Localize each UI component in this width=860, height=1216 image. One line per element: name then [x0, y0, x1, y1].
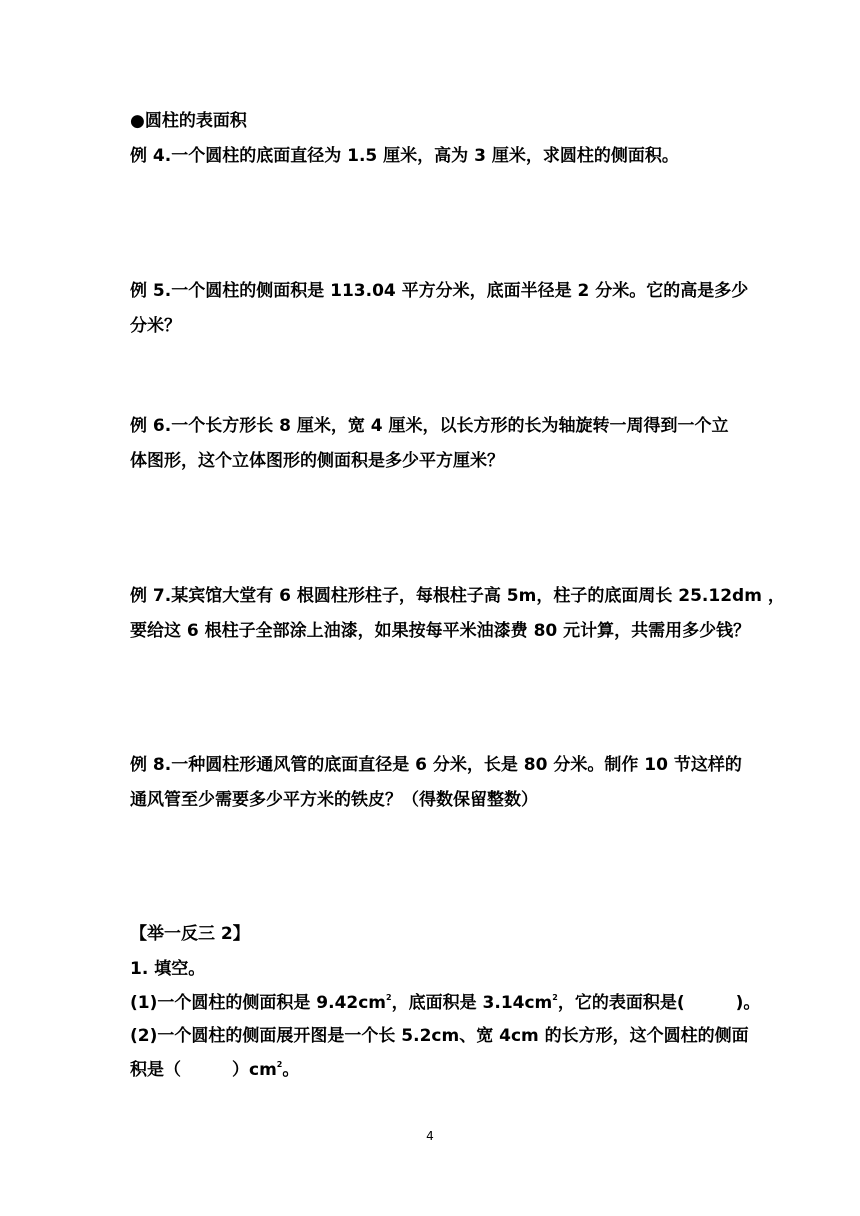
- question-1-2-part-b: 。: [282, 1060, 300, 1080]
- practice-heading: 【举一反三 2】: [130, 924, 250, 944]
- page-number: 4: [426, 1129, 434, 1143]
- example-6-line-2: 体图形，这个立体图形的侧面积是多少平方厘米？: [130, 451, 504, 471]
- question-1-1-part-a: (1)一个圆柱的侧面积是 9.42cm: [130, 993, 387, 1013]
- superscript: 2: [552, 993, 558, 1002]
- example-6-line-1: 例 6.一个长方形长 8 厘米，宽 4 厘米，以长方形的长为轴旋转一周得到一个立: [130, 416, 729, 436]
- example-7-line-1: 例 7.某宾馆大堂有 6 根圆柱形柱子，每根柱子高 5m，柱子的底面周长 25.12dm ，: [130, 586, 785, 606]
- example-5-line-1: 例 5.一个圆柱的侧面积是 113.04 平方分米，底面半径是 2 分米。它的高是多少: [130, 281, 749, 301]
- superscript: 2: [276, 1060, 283, 1069]
- question-1-1-part-b: ，底面积是 3.14cm: [391, 993, 553, 1013]
- superscript: 2: [386, 993, 392, 1002]
- example-8-line-2: 通风管至少需要多少平方米的铁皮？（得数保留整数）: [130, 790, 538, 810]
- question-1-2-line-2: [130, 1059, 299, 1081]
- section-title: ●圆柱的表面积: [130, 111, 247, 131]
- example-8-line-1: 例 8.一种圆柱形通风管的底面直径是 6 分米，长是 80 分米。制作 10 节这样的: [130, 755, 742, 775]
- example-4: 例 4.一个圆柱的底面直径为 1.5 厘米，高为 3 厘米，求圆柱的侧面积。: [130, 146, 679, 166]
- example-7-line-2: 要给这 6 根柱子全部涂上油漆，如果按每平米油漆费 80 元计算，共需用多少钱？: [130, 621, 751, 641]
- question-1-title: 1. 填空。: [130, 959, 206, 979]
- question-1-2-line-1: (2)一个圆柱的侧面展开图是一个长 5.2cm、宽 4cm 的长方形，这个圆柱的侧面: [130, 1026, 749, 1046]
- question-1-1: [130, 992, 760, 1014]
- example-5-line-2: 分米？: [130, 316, 181, 336]
- question-1-2-part-a: 积是（ ）cm: [130, 1060, 277, 1080]
- question-1-1-part-c: ，它的表面积是( )。: [557, 993, 761, 1013]
